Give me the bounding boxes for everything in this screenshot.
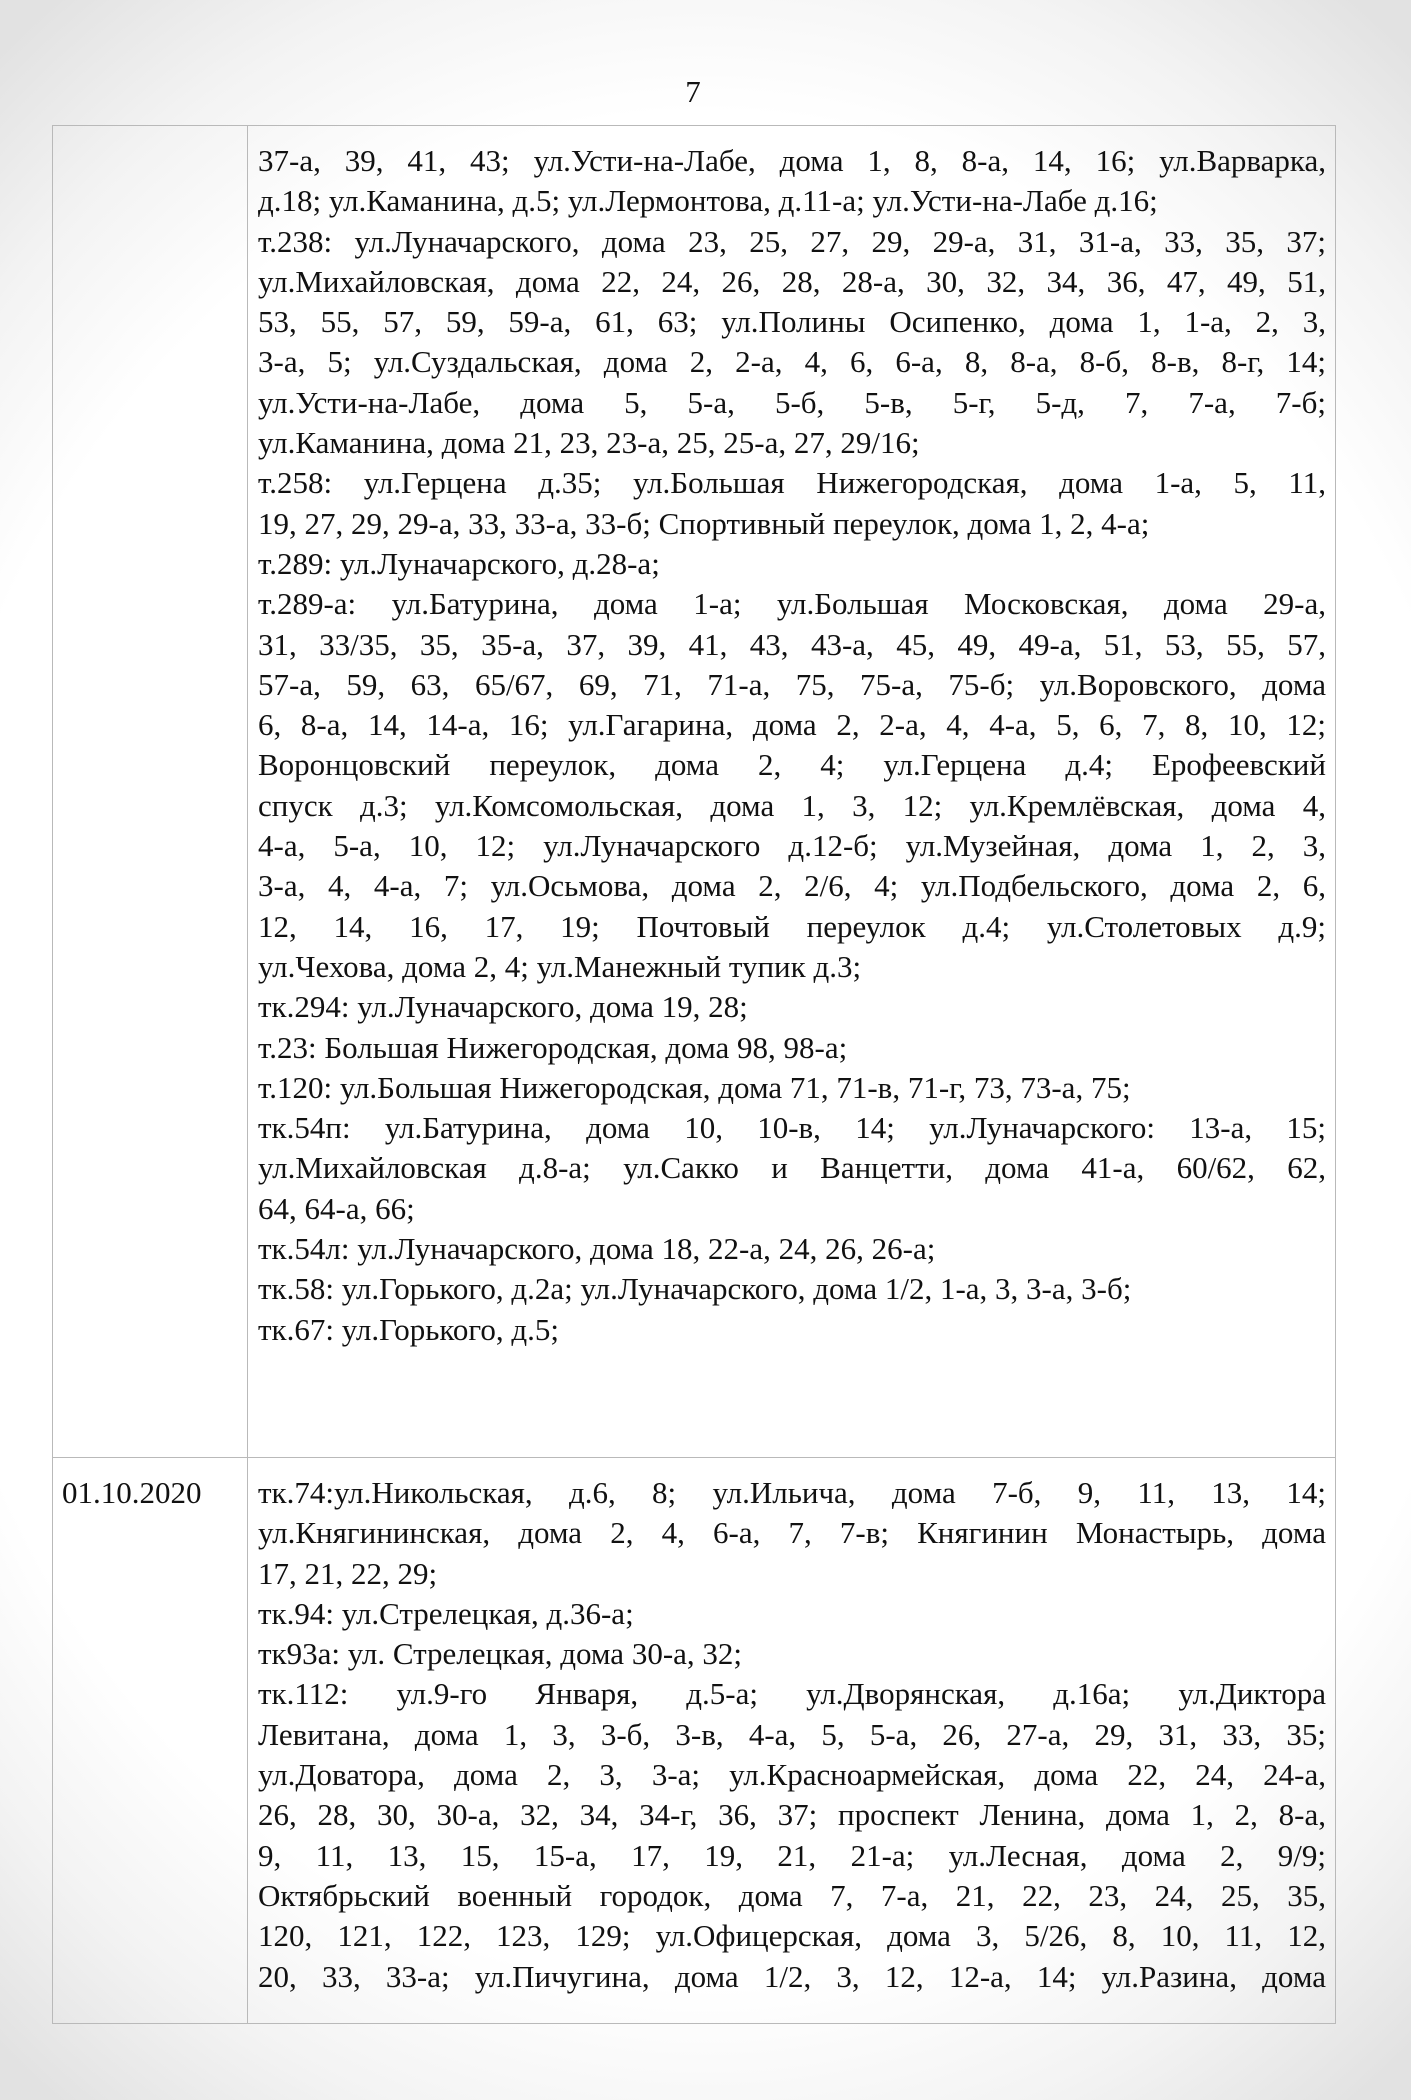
address-line: т.289: ул.Луначарского, д.28-а;: [258, 545, 660, 581]
address-line: 26, 28, 30, 30-а, 32, 34, 34-г, 36, 37; проспект Ленина, дома 1, 2, 8-а,: [258, 1797, 1326, 1833]
schedule-table: [52, 125, 1336, 2024]
address-line: спуск д.3; ул.Комсомольская, дома 1, 3, 12; ул.Кремлёвская, дома 4,: [258, 787, 1326, 823]
address-line: ул.Чехова, дома 2, 4; ул.Манежный тупик д.3;: [258, 948, 862, 984]
address-line: тк.58: ул.Горького, д.2а; ул.Луначарского, дома 1/2, 1-а, 3, 3-а, 3-б;: [258, 1271, 1132, 1307]
address-line: 3-а, 5; ул.Суздальская, дома 2, 2-а, 4, 6, 6-а, 8, 8-а, 8-б, 8-в, 8-г, 14;: [258, 344, 1326, 380]
address-line: т.23: Большая Нижегородская, дома 98, 98-а;: [258, 1029, 848, 1065]
table-row: [53, 126, 1335, 1458]
address-line: Левитана, дома 1, 3, 3-б, 3-в, 4-а, 5, 5-а, 26, 27-а, 29, 31, 33, 35;: [258, 1716, 1326, 1752]
address-line: ул.Михайловская д.8-а; ул.Сакко и Ванцетти, дома 41-а, 60/62, 62,: [258, 1150, 1326, 1186]
address-cell: [249, 126, 1335, 1457]
address-line: т.289-а: ул.Батурина, дома 1-а; ул.Большая Московская, дома 29-а,: [258, 586, 1326, 622]
address-line: ул.Каманина, дома 21, 23, 23-а, 25, 25-а, 27, 29/16;: [258, 425, 920, 461]
address-line: 53, 55, 57, 59, 59-а, 61, 63; ул.Полины Осипенко, дома 1, 1-а, 2, 3,: [258, 304, 1326, 340]
address-line: тк.54п: ул.Батурина, дома 10, 10-в, 14; ул.Луначарского: 13-а, 15;: [258, 1110, 1326, 1146]
date-cell: 01.10.2020: [53, 1458, 248, 2024]
address-line: 37-а, 39, 41, 43; ул.Усти-на-Лабе, дома 1, 8, 8-а, 14, 16; ул.Варварка,: [258, 143, 1326, 178]
address-line: 64, 64-а, 66;: [258, 1190, 415, 1226]
address-line: 6, 8-а, 14, 14-а, 16; ул.Гагарина, дома 2, 2-а, 4, 4-а, 5, 6, 7, 8, 10, 12;: [258, 707, 1326, 743]
address-line: тк.294: ул.Луначарского, дома 19, 28;: [258, 989, 748, 1025]
address-line: ул.Княгининская, дома 2, 4, 6-а, 7, 7-в; Княгинин Монастырь, дома: [258, 1515, 1326, 1551]
address-line: ул.Усти-на-Лабе, дома 5, 5-а, 5-б, 5-в, 5-г, 5-д, 7, 7-а, 7-б;: [258, 384, 1326, 420]
address-line: 19, 27, 29, 29-а, 33, 33-а, 33-б; Спортивный переулок, дома 1, 2, 4-а;: [258, 505, 1150, 541]
table-row: [53, 1458, 1335, 2024]
address-line: 120, 121, 122, 123, 129; ул.Офицерская, дома 3, 5/26, 8, 10, 11, 12,: [258, 1918, 1326, 1954]
address-line: тк.112: ул.9-го Января, д.5-а; ул.Дворянская, д.16а; ул.Диктора: [258, 1676, 1326, 1712]
address-cell: [249, 1458, 1335, 2024]
page-number: 7: [685, 74, 701, 109]
address-line: 17, 21, 22, 29;: [258, 1555, 438, 1591]
address-line: д.18; ул.Каманина, д.5; ул.Лермонтова, д.11-а; ул.Усти-на-Лабе д.16;: [258, 183, 1158, 219]
address-line: тк.54л: ул.Луначарского, дома 18, 22-а, 24, 26, 26-а;: [258, 1231, 936, 1267]
address-line: 3-а, 4, 4-а, 7; ул.Осьмова, дома 2, 2/6, 4; ул.Подбельского, дома 2, 6,: [258, 868, 1326, 904]
address-line: 12, 14, 16, 17, 19; Почтовый переулок д.4; ул.Столетовых д.9;: [258, 908, 1326, 944]
address-line: ул.Доватора, дома 2, 3, 3-а; ул.Красноармейская, дома 22, 24, 24-а,: [258, 1757, 1326, 1793]
address-line: 20, 33, 33-а; ул.Пичугина, дома 1/2, 3, 12, 12-а, 14; ул.Разина, дома: [258, 1958, 1326, 1994]
address-line: т.258: ул.Герцена д.35; ул.Большая Нижегородская, дома 1-а, 5, 11,: [258, 465, 1326, 501]
address-line: ул.Михайловская, дома 22, 24, 26, 28, 28-а, 30, 32, 34, 36, 47, 49, 51,: [258, 263, 1326, 299]
address-line: тк.67: ул.Горького, д.5;: [258, 1311, 559, 1347]
address-line: Октябрьский военный городок, дома 7, 7-а, 21, 22, 23, 24, 25, 35,: [258, 1877, 1326, 1913]
address-line: тк.94: ул.Стрелецкая, д.36-а;: [258, 1595, 634, 1631]
address-line: т.238: ул.Луначарского, дома 23, 25, 27, 29, 29-а, 31, 31-а, 33, 35, 37;: [258, 223, 1326, 259]
address-line: 31, 33/35, 35, 35-а, 37, 39, 41, 43, 43-а, 45, 49, 49-а, 51, 53, 55, 57,: [258, 626, 1326, 662]
address-line: тк93а: ул. Стрелецкая, дома 30-а, 32;: [258, 1636, 743, 1672]
address-line: 4-а, 5-а, 10, 12; ул.Луначарского д.12-б; ул.Музейная, дома 1, 2, 3,: [258, 828, 1326, 864]
address-line: 9, 11, 13, 15, 15-а, 17, 19, 21, 21-а; ул.Лесная, дома 2, 9/9;: [258, 1837, 1326, 1873]
address-line: Воронцовский переулок, дома 2, 4; ул.Герцена д.4; Ерофеевский: [258, 747, 1326, 783]
address-line: тк.74:ул.Никольская, д.6, 8; ул.Ильича, дома 7-б, 9, 11, 13, 14;: [258, 1475, 1326, 1510]
date-cell: [53, 126, 248, 1457]
address-line: т.120: ул.Большая Нижегородская, дома 71, 71-в, 71-г, 73, 73-а, 75;: [258, 1069, 1131, 1105]
address-line: 57-а, 59, 63, 65/67, 69, 71, 71-а, 75, 75-а, 75-б; ул.Воровского, дома: [258, 666, 1326, 702]
